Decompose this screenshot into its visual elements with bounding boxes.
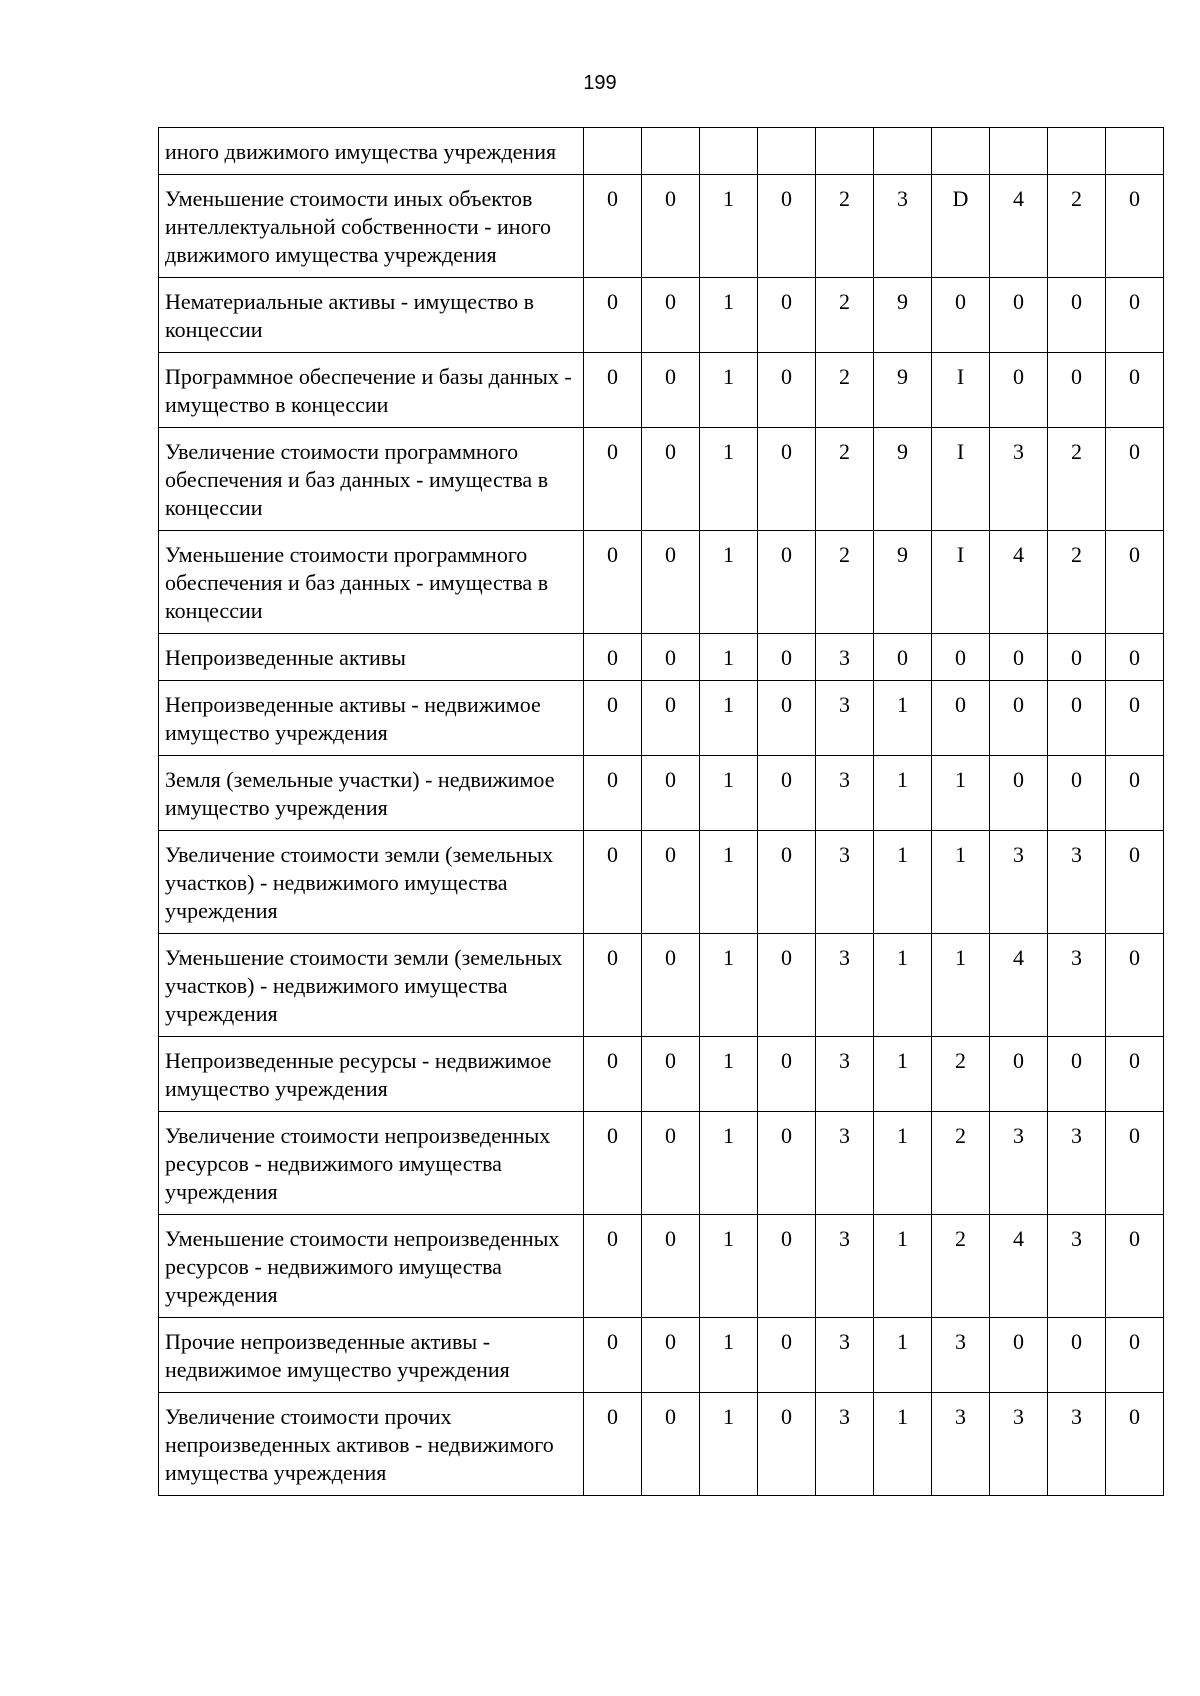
code-digit-cell: I xyxy=(932,428,990,531)
code-digit-cell: 1 xyxy=(874,681,932,756)
code-digit-cell: 1 xyxy=(874,1318,932,1393)
code-digit-cell: 0 xyxy=(584,1318,642,1393)
code-digit-cell xyxy=(1106,128,1164,175)
code-digit-cell: 3 xyxy=(990,1112,1048,1215)
code-digit-cell: 2 xyxy=(816,353,874,428)
account-name-cell: Увеличение стоимости непроизведенных ресурсов - недвижимого имущества учреждения xyxy=(159,1112,584,1215)
table-row xyxy=(159,428,1164,531)
code-digit-cell: 0 xyxy=(642,934,700,1037)
table-body xyxy=(159,128,1164,1496)
code-digit-cell xyxy=(932,128,990,175)
page-number: 199 xyxy=(583,72,617,94)
code-digit-cell: 0 xyxy=(932,278,990,353)
code-digit-cell: 0 xyxy=(1048,634,1106,681)
code-digit-cell: 0 xyxy=(1106,1037,1164,1112)
code-digit-cell: 0 xyxy=(642,756,700,831)
code-digit-cell: 0 xyxy=(642,1215,700,1318)
code-digit-cell: 0 xyxy=(642,1037,700,1112)
code-digit-cell: D xyxy=(932,175,990,278)
code-digit-cell: 0 xyxy=(1106,1112,1164,1215)
code-digit-cell xyxy=(1048,128,1106,175)
code-digit-cell: 4 xyxy=(990,531,1048,634)
code-digit-cell: 1 xyxy=(874,1393,932,1496)
code-digit-cell: 0 xyxy=(642,428,700,531)
code-digit-cell: 0 xyxy=(758,1037,816,1112)
code-digit-cell: 0 xyxy=(758,1393,816,1496)
code-digit-cell xyxy=(990,128,1048,175)
code-digit-cell: 0 xyxy=(1106,1318,1164,1393)
code-digit-cell: 0 xyxy=(758,1112,816,1215)
code-digit-cell: 0 xyxy=(1106,756,1164,831)
code-digit-cell: 0 xyxy=(584,1037,642,1112)
code-digit-cell: 2 xyxy=(1048,531,1106,634)
table-row xyxy=(159,756,1164,831)
code-digit-cell: 9 xyxy=(874,531,932,634)
code-digit-cell: 0 xyxy=(642,634,700,681)
code-digit-cell xyxy=(584,128,642,175)
code-digit-cell: 1 xyxy=(874,1037,932,1112)
code-digit-cell: 0 xyxy=(642,1318,700,1393)
account-name-cell: иного движимого имущества учреждения xyxy=(159,128,584,175)
code-digit-cell: 1 xyxy=(700,1112,758,1215)
code-digit-cell: 0 xyxy=(584,634,642,681)
code-digit-cell: 0 xyxy=(1106,428,1164,531)
code-digit-cell: 0 xyxy=(932,634,990,681)
code-digit-cell: 0 xyxy=(584,1112,642,1215)
account-name-cell: Нематериальные активы - имущество в концессии xyxy=(159,278,584,353)
code-digit-cell: 1 xyxy=(700,428,758,531)
code-digit-cell: 0 xyxy=(584,756,642,831)
code-digit-cell: 2 xyxy=(932,1215,990,1318)
code-digit-cell: 0 xyxy=(642,1112,700,1215)
table-row xyxy=(159,1318,1164,1393)
code-digit-cell: 0 xyxy=(758,756,816,831)
code-digit-cell: 0 xyxy=(584,1215,642,1318)
code-digit-cell: 0 xyxy=(1048,353,1106,428)
code-digit-cell: 0 xyxy=(990,634,1048,681)
code-digit-cell: 3 xyxy=(1048,831,1106,934)
code-digit-cell: 3 xyxy=(816,681,874,756)
code-digit-cell: 0 xyxy=(1106,175,1164,278)
code-digit-cell: 0 xyxy=(932,681,990,756)
code-digit-cell: 1 xyxy=(700,1037,758,1112)
code-digit-cell: 0 xyxy=(642,1393,700,1496)
account-name-cell: Непроизведенные ресурсы - недвижимое имущество учреждения xyxy=(159,1037,584,1112)
code-digit-cell: 4 xyxy=(990,934,1048,1037)
code-digit-cell: 1 xyxy=(700,278,758,353)
account-name-cell: Непроизведенные активы xyxy=(159,634,584,681)
code-digit-cell: 1 xyxy=(932,756,990,831)
code-digit-cell: 3 xyxy=(1048,934,1106,1037)
code-digit-cell: 0 xyxy=(584,681,642,756)
code-digit-cell: 0 xyxy=(642,831,700,934)
table-row xyxy=(159,1215,1164,1318)
code-digit-cell: 3 xyxy=(816,1318,874,1393)
code-digit-cell xyxy=(816,128,874,175)
code-digit-cell: 0 xyxy=(1106,934,1164,1037)
account-name-cell: Уменьшение стоимости программного обеспечения и баз данных - имущества в концессии xyxy=(159,531,584,634)
code-digit-cell: 0 xyxy=(1106,634,1164,681)
table-row xyxy=(159,934,1164,1037)
code-digit-cell: 3 xyxy=(1048,1393,1106,1496)
account-name-cell: Уменьшение стоимости непроизведенных ресурсов - недвижимого имущества учреждения xyxy=(159,1215,584,1318)
code-digit-cell: 3 xyxy=(816,756,874,831)
code-digit-cell: 1 xyxy=(932,934,990,1037)
table-row xyxy=(159,831,1164,934)
table-row xyxy=(159,1037,1164,1112)
code-digit-cell: 0 xyxy=(642,531,700,634)
code-digit-cell xyxy=(758,128,816,175)
code-digit-cell: 0 xyxy=(1106,1215,1164,1318)
code-digit-cell xyxy=(700,128,758,175)
code-digit-cell: 0 xyxy=(758,934,816,1037)
code-digit-cell: 0 xyxy=(758,634,816,681)
account-name-cell: Уменьшение стоимости земли (земельных участков) - недвижимого имущества учреждения xyxy=(159,934,584,1037)
account-codes-table xyxy=(158,127,1164,1496)
code-digit-cell: 3 xyxy=(816,934,874,1037)
code-digit-cell: 2 xyxy=(1048,428,1106,531)
account-name-cell: Уменьшение стоимости иных объектов интеллектуальной собственности - иного движимого имущества учреждения xyxy=(159,175,584,278)
code-digit-cell: 0 xyxy=(1106,831,1164,934)
code-digit-cell: 0 xyxy=(584,278,642,353)
code-digit-cell: 9 xyxy=(874,428,932,531)
table-row xyxy=(159,353,1164,428)
code-digit-cell: 0 xyxy=(642,353,700,428)
code-digit-cell: 2 xyxy=(1048,175,1106,278)
code-digit-cell: 0 xyxy=(1048,681,1106,756)
code-digit-cell: 1 xyxy=(700,531,758,634)
code-digit-cell: 1 xyxy=(700,1215,758,1318)
table-row xyxy=(159,1112,1164,1215)
code-digit-cell: 0 xyxy=(584,831,642,934)
table-row xyxy=(159,278,1164,353)
code-digit-cell: 1 xyxy=(874,756,932,831)
code-digit-cell: 0 xyxy=(1106,681,1164,756)
account-name-cell: Увеличение стоимости земли (земельных участков) - недвижимого имущества учреждения xyxy=(159,831,584,934)
code-digit-cell: 0 xyxy=(1106,531,1164,634)
code-digit-cell: 3 xyxy=(932,1318,990,1393)
code-digit-cell: 4 xyxy=(990,1215,1048,1318)
code-digit-cell: 0 xyxy=(990,1037,1048,1112)
code-digit-cell: 1 xyxy=(700,353,758,428)
code-digit-cell: 0 xyxy=(642,278,700,353)
code-digit-cell: 0 xyxy=(990,278,1048,353)
account-name-cell: Увеличение стоимости программного обеспечения и баз данных - имущества в концессии xyxy=(159,428,584,531)
code-digit-cell: 3 xyxy=(816,1112,874,1215)
table-row xyxy=(159,128,1164,175)
code-digit-cell: 0 xyxy=(758,1215,816,1318)
code-digit-cell: 0 xyxy=(874,634,932,681)
code-digit-cell: 2 xyxy=(816,175,874,278)
code-digit-cell: 0 xyxy=(584,1393,642,1496)
code-digit-cell: 0 xyxy=(642,175,700,278)
account-name-cell: Увеличение стоимости прочих непроизведенных активов - недвижимого имущества учреждения xyxy=(159,1393,584,1496)
table-row xyxy=(159,175,1164,278)
code-digit-cell: 0 xyxy=(584,531,642,634)
code-digit-cell: 3 xyxy=(816,634,874,681)
code-digit-cell: 1 xyxy=(700,831,758,934)
code-digit-cell: 1 xyxy=(874,934,932,1037)
code-digit-cell: 0 xyxy=(1106,278,1164,353)
code-digit-cell: 0 xyxy=(758,531,816,634)
code-digit-cell xyxy=(642,128,700,175)
code-digit-cell: 2 xyxy=(816,531,874,634)
code-digit-cell: 0 xyxy=(1106,353,1164,428)
code-digit-cell: 3 xyxy=(1048,1112,1106,1215)
code-digit-cell: 3 xyxy=(816,831,874,934)
table-row xyxy=(159,681,1164,756)
code-digit-cell: 0 xyxy=(758,831,816,934)
code-digit-cell: 0 xyxy=(758,175,816,278)
code-digit-cell: 0 xyxy=(1048,1037,1106,1112)
code-digit-cell: 3 xyxy=(816,1037,874,1112)
code-digit-cell: 1 xyxy=(700,756,758,831)
table-row xyxy=(159,634,1164,681)
code-digit-cell: 3 xyxy=(932,1393,990,1496)
code-digit-cell: 1 xyxy=(700,1318,758,1393)
code-digit-cell: 1 xyxy=(932,831,990,934)
code-digit-cell: 2 xyxy=(932,1112,990,1215)
code-digit-cell: 0 xyxy=(584,428,642,531)
code-digit-cell: 0 xyxy=(990,353,1048,428)
code-digit-cell: 0 xyxy=(758,1318,816,1393)
code-digit-cell: 0 xyxy=(758,278,816,353)
code-digit-cell: 2 xyxy=(816,428,874,531)
code-digit-cell: 1 xyxy=(700,1393,758,1496)
code-digit-cell: 9 xyxy=(874,278,932,353)
code-digit-cell: 1 xyxy=(874,1112,932,1215)
code-digit-cell: 2 xyxy=(816,278,874,353)
code-digit-cell: 0 xyxy=(642,681,700,756)
code-digit-cell: I xyxy=(932,353,990,428)
table-row xyxy=(159,531,1164,634)
code-digit-cell: 3 xyxy=(874,175,932,278)
code-digit-cell: 0 xyxy=(758,428,816,531)
code-digit-cell: 0 xyxy=(990,1318,1048,1393)
code-digit-cell: 2 xyxy=(932,1037,990,1112)
code-digit-cell: 0 xyxy=(584,934,642,1037)
code-digit-cell: 0 xyxy=(990,681,1048,756)
code-digit-cell: 0 xyxy=(990,756,1048,831)
code-digit-cell: 3 xyxy=(816,1215,874,1318)
code-digit-cell: 9 xyxy=(874,353,932,428)
code-digit-cell: 0 xyxy=(1106,1393,1164,1496)
code-digit-cell: 0 xyxy=(1048,1318,1106,1393)
account-name-cell: Прочие непроизведенные активы - недвижимое имущество учреждения xyxy=(159,1318,584,1393)
code-digit-cell: 0 xyxy=(584,353,642,428)
code-digit-cell: 1 xyxy=(700,681,758,756)
table-row xyxy=(159,1393,1164,1496)
code-digit-cell: 1 xyxy=(874,831,932,934)
code-digit-cell: 3 xyxy=(990,1393,1048,1496)
code-digit-cell: 0 xyxy=(1048,756,1106,831)
code-digit-cell: 3 xyxy=(1048,1215,1106,1318)
account-name-cell: Земля (земельные участки) - недвижимое имущество учреждения xyxy=(159,756,584,831)
code-digit-cell: 0 xyxy=(1048,278,1106,353)
code-digit-cell: I xyxy=(932,531,990,634)
code-digit-cell: 0 xyxy=(758,353,816,428)
code-digit-cell: 0 xyxy=(584,175,642,278)
code-digit-cell: 1 xyxy=(874,1215,932,1318)
code-digit-cell: 1 xyxy=(700,934,758,1037)
code-digit-cell: 1 xyxy=(700,175,758,278)
code-digit-cell: 4 xyxy=(990,175,1048,278)
code-digit-cell: 1 xyxy=(700,634,758,681)
code-digit-cell: 3 xyxy=(816,1393,874,1496)
code-digit-cell xyxy=(874,128,932,175)
account-name-cell: Программное обеспечение и базы данных - имущество в концессии xyxy=(159,353,584,428)
code-digit-cell: 3 xyxy=(990,831,1048,934)
code-digit-cell: 0 xyxy=(758,681,816,756)
account-name-cell: Непроизведенные активы - недвижимое имущество учреждения xyxy=(159,681,584,756)
code-digit-cell: 3 xyxy=(990,428,1048,531)
